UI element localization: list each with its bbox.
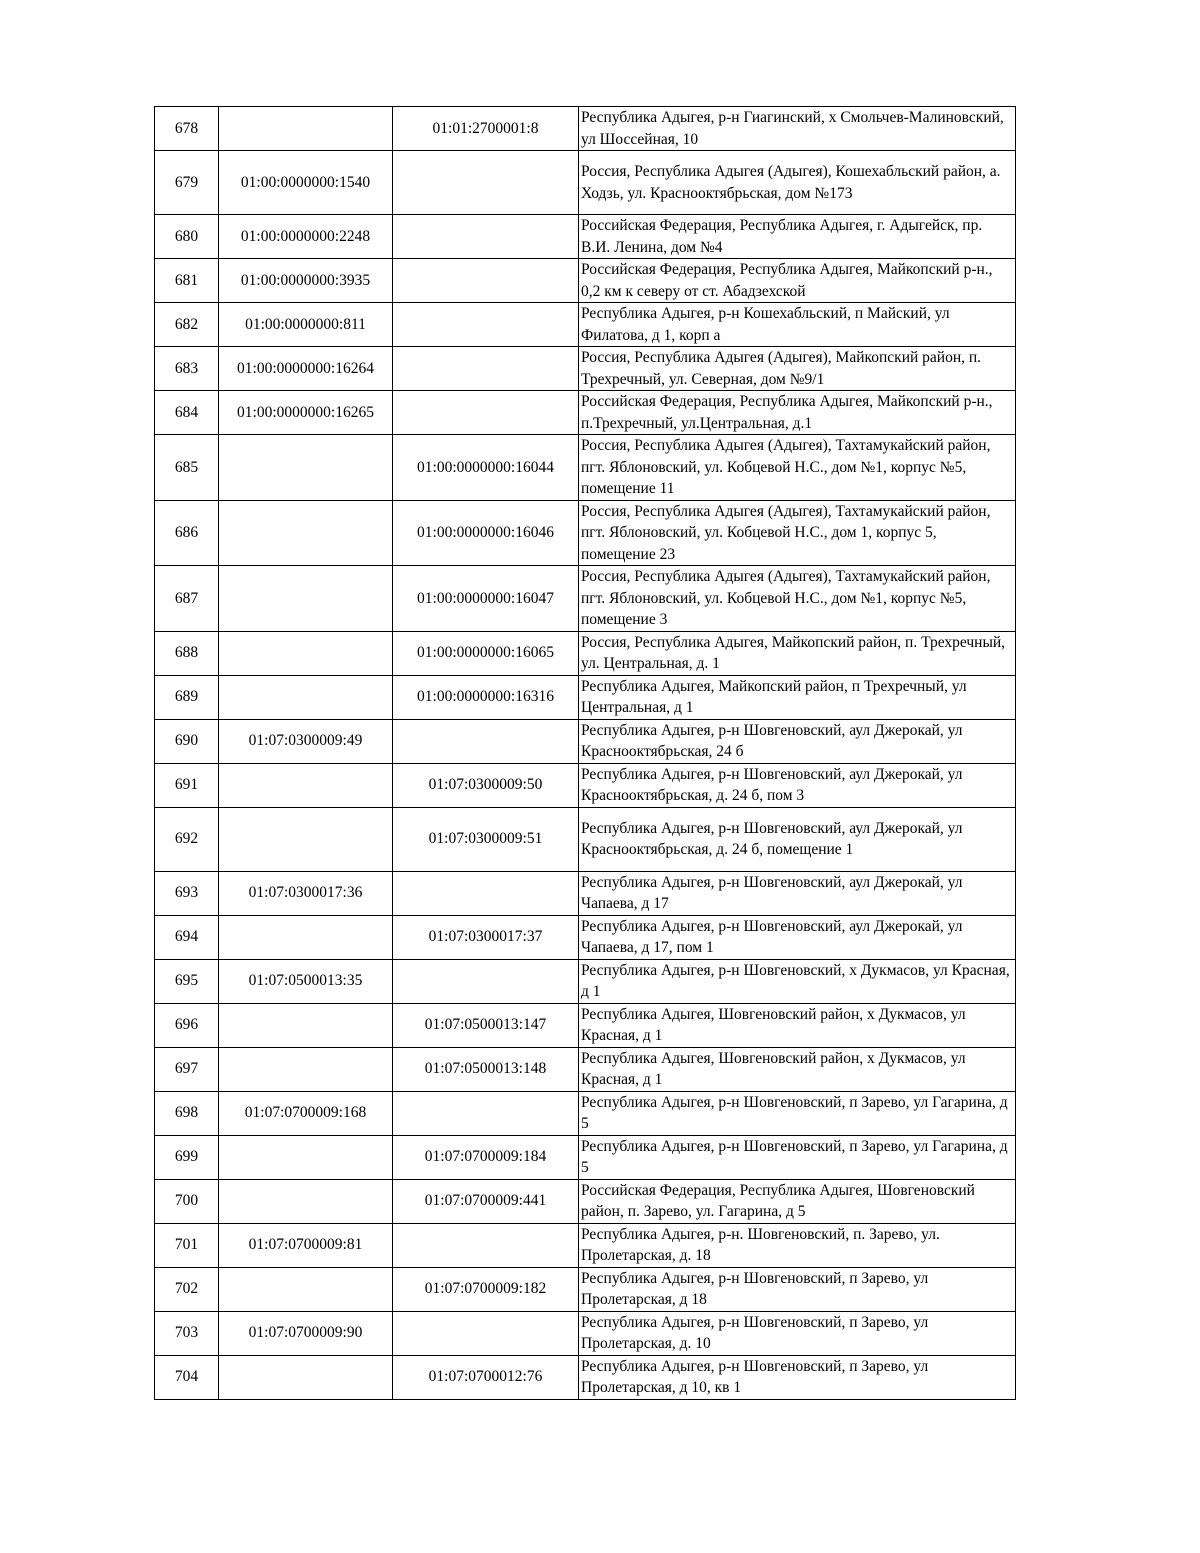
address-cell: Россия, Республика Адыгея, Майкопский район, п. Трехречный, ул. Центральная, д. 1 [579,631,1016,675]
address-cell: Республика Адыгея, р-н Шовгеновский, аул Джерокай, ул Чапаева, д 17 [579,871,1016,915]
related-cadastral-number-cell: 01:00:0000000:16046 [393,500,579,566]
row-number-cell: 702 [155,1267,219,1311]
related-cadastral-number-cell [393,347,579,391]
address-cell: Республика Адыгея, р-н Шовгеновский, п Зарево, ул Гагарина, д 5 [579,1091,1016,1135]
cadastral-number-cell [219,807,393,871]
cadastral-number-cell [219,566,393,632]
related-cadastral-number-cell: 01:07:0700009:182 [393,1267,579,1311]
table-row [155,151,1016,215]
row-number-cell: 695 [155,959,219,1003]
related-cadastral-number-cell: 01:00:0000000:16065 [393,631,579,675]
cadastral-number-cell: 01:00:0000000:3935 [219,259,393,303]
table-row [155,1223,1016,1267]
row-number-cell: 684 [155,391,219,435]
address-cell: Российская Федерация, Республика Адыгея, Шовгеновский район, п. Зарево, ул. Гагарина, д 5 [579,1179,1016,1223]
address-cell: Республика Адыгея, р-н Шовгеновский, п Зарево, ул Пролетарская, д 18 [579,1267,1016,1311]
table-row [155,1003,1016,1047]
table-row [155,347,1016,391]
related-cadastral-number-cell: 01:07:0700009:441 [393,1179,579,1223]
registry-table [154,106,1016,1400]
cadastral-number-cell [219,1003,393,1047]
address-cell: Республика Адыгея, р-н Шовгеновский, п Зарево, ул Пролетарская, д. 10 [579,1311,1016,1355]
table-row [155,719,1016,763]
row-number-cell: 697 [155,1047,219,1091]
related-cadastral-number-cell: 01:07:0700012:76 [393,1355,579,1399]
row-number-cell: 678 [155,107,219,151]
cadastral-number-cell: 01:07:0300017:36 [219,871,393,915]
cadastral-number-cell [219,1135,393,1179]
cadastral-number-cell: 01:00:0000000:2248 [219,215,393,259]
table-row [155,1267,1016,1311]
address-cell: Республика Адыгея, р-н Кошехабльский, п Майский, ул Филатова, д 1, корп а [579,303,1016,347]
table-row [155,107,1016,151]
table-row [155,435,1016,501]
row-number-cell: 703 [155,1311,219,1355]
cadastral-number-cell [219,631,393,675]
table-row [155,566,1016,632]
row-number-cell: 699 [155,1135,219,1179]
address-cell: Республика Адыгея, Шовгеновский район, х Дукмасов, ул Красная, д 1 [579,1047,1016,1091]
table-row [155,1179,1016,1223]
cadastral-number-cell [219,107,393,151]
related-cadastral-number-cell: 01:07:0300009:50 [393,763,579,807]
cadastral-number-cell: 01:07:0700009:90 [219,1311,393,1355]
address-cell: Россия, Республика Адыгея (Адыгея), Кошехабльский район, а. Ходзь, ул. Краснооктябрьская, дом №173 [579,151,1016,215]
related-cadastral-number-cell: 01:00:0000000:16316 [393,675,579,719]
cadastral-number-cell: 01:07:0300009:49 [219,719,393,763]
cadastral-number-cell [219,1047,393,1091]
table-row [155,1311,1016,1355]
cadastral-number-cell [219,500,393,566]
row-number-cell: 689 [155,675,219,719]
cadastral-number-cell [219,1267,393,1311]
table-row [155,675,1016,719]
related-cadastral-number-cell [393,1091,579,1135]
row-number-cell: 704 [155,1355,219,1399]
address-cell: Республика Адыгея, р-н Шовгеновский, аул Джерокай, ул Чапаева, д 17, пом 1 [579,915,1016,959]
address-cell: Россия, Республика Адыгея (Адыгея), Майкопский район, п. Трехречный, ул. Северная, дом №9/1 [579,347,1016,391]
table-row [155,1355,1016,1399]
cadastral-number-cell: 01:00:0000000:16264 [219,347,393,391]
address-cell: Республика Адыгея, р-н. Шовгеновский, п. Зарево, ул. Пролетарская, д. 18 [579,1223,1016,1267]
address-cell: Республика Адыгея, р-н Шовгеновский, х Дукмасов, ул Красная, д 1 [579,959,1016,1003]
row-number-cell: 681 [155,259,219,303]
address-cell: Республика Адыгея, р-н Шовгеновский, п Зарево, ул Гагарина, д 5 [579,1135,1016,1179]
row-number-cell: 694 [155,915,219,959]
row-number-cell: 679 [155,151,219,215]
row-number-cell: 680 [155,215,219,259]
table-row [155,1091,1016,1135]
related-cadastral-number-cell: 01:00:0000000:16044 [393,435,579,501]
cadastral-number-cell [219,915,393,959]
table-row [155,915,1016,959]
cadastral-number-cell: 01:00:0000000:16265 [219,391,393,435]
related-cadastral-number-cell: 01:07:0300009:51 [393,807,579,871]
related-cadastral-number-cell [393,151,579,215]
row-number-cell: 701 [155,1223,219,1267]
row-number-cell: 691 [155,763,219,807]
cadastral-number-cell [219,675,393,719]
table-row [155,959,1016,1003]
address-cell: Российская Федерация, Республика Адыгея, Майкопский р-н., п.Трехречный, ул.Центральная, д.1 [579,391,1016,435]
row-number-cell: 687 [155,566,219,632]
cadastral-number-cell [219,763,393,807]
address-cell: Республика Адыгея, р-н Шовгеновский, аул Джерокай, ул Краснооктябрьская, 24 б [579,719,1016,763]
cadastral-number-cell [219,1179,393,1223]
related-cadastral-number-cell: 01:00:0000000:16047 [393,566,579,632]
related-cadastral-number-cell [393,259,579,303]
address-cell: Россия, Республика Адыгея (Адыгея), Тахтамукайский район, пгт. Яблоновский, ул. Кобцевой Н.С., дом 1, корпус 5, помещение 23 [579,500,1016,566]
row-number-cell: 693 [155,871,219,915]
related-cadastral-number-cell [393,959,579,1003]
related-cadastral-number-cell [393,303,579,347]
row-number-cell: 698 [155,1091,219,1135]
cadastral-number-cell [219,1355,393,1399]
table-row [155,259,1016,303]
related-cadastral-number-cell [393,391,579,435]
cadastral-number-cell: 01:07:0700009:81 [219,1223,393,1267]
address-cell: Российская Федерация, Республика Адыгея, Майкопский р-н., 0,2 км к северу от ст. Абадзехской [579,259,1016,303]
row-number-cell: 688 [155,631,219,675]
related-cadastral-number-cell: 01:07:0700009:184 [393,1135,579,1179]
row-number-cell: 700 [155,1179,219,1223]
address-cell: Республика Адыгея, р-н Шовгеновский, аул Джерокай, ул Краснооктябрьская, д. 24 б, пом 3 [579,763,1016,807]
address-cell: Республика Адыгея, Майкопский район, п Трехречный, ул Центральная, д 1 [579,675,1016,719]
cadastral-number-cell: 01:00:0000000:1540 [219,151,393,215]
row-number-cell: 686 [155,500,219,566]
related-cadastral-number-cell [393,719,579,763]
row-number-cell: 690 [155,719,219,763]
cadastral-number-cell: 01:07:0500013:35 [219,959,393,1003]
row-number-cell: 683 [155,347,219,391]
cadastral-number-cell: 01:00:0000000:811 [219,303,393,347]
table-row [155,1135,1016,1179]
address-cell: Республика Адыгея, р-н Шовгеновский, п Зарево, ул Пролетарская, д 10, кв 1 [579,1355,1016,1399]
table-row [155,631,1016,675]
row-number-cell: 696 [155,1003,219,1047]
related-cadastral-number-cell [393,871,579,915]
table-row [155,215,1016,259]
table-row [155,807,1016,871]
table-row [155,1047,1016,1091]
row-number-cell: 682 [155,303,219,347]
table-row [155,763,1016,807]
table-row [155,871,1016,915]
table-row [155,391,1016,435]
related-cadastral-number-cell: 01:07:0300017:37 [393,915,579,959]
cadastral-number-cell [219,435,393,501]
table-row [155,500,1016,566]
related-cadastral-number-cell [393,1311,579,1355]
address-cell: Россия, Республика Адыгея (Адыгея), Тахтамукайский район, пгт. Яблоновский, ул. Кобцевой Н.С., дом №1, корпус №5, помещение 11 [579,435,1016,501]
cadastral-number-cell: 01:07:0700009:168 [219,1091,393,1135]
row-number-cell: 685 [155,435,219,501]
address-cell: Республика Адыгея, р-н Шовгеновский, аул Джерокай, ул Краснооктябрьская, д. 24 б, помещение 1 [579,807,1016,871]
related-cadastral-number-cell: 01:07:0500013:148 [393,1047,579,1091]
address-cell: Республика Адыгея, Шовгеновский район, х Дукмасов, ул Красная, д 1 [579,1003,1016,1047]
address-cell: Республика Адыгея, р-н Гиагинский, х Смольчев-Малиновский, ул Шоссейная, 10 [579,107,1016,151]
address-cell: Россия, Республика Адыгея (Адыгея), Тахтамукайский район, пгт. Яблоновский, ул. Кобцевой Н.С., дом №1, корпус №5, помещение 3 [579,566,1016,632]
related-cadastral-number-cell: 01:07:0500013:147 [393,1003,579,1047]
address-cell: Российская Федерация, Республика Адыгея, г. Адыгейск, пр. В.И. Ленина, дом №4 [579,215,1016,259]
table-row [155,303,1016,347]
related-cadastral-number-cell [393,1223,579,1267]
row-number-cell: 692 [155,807,219,871]
registry-table-body [155,107,1016,1400]
related-cadastral-number-cell [393,215,579,259]
related-cadastral-number-cell: 01:01:2700001:8 [393,107,579,151]
